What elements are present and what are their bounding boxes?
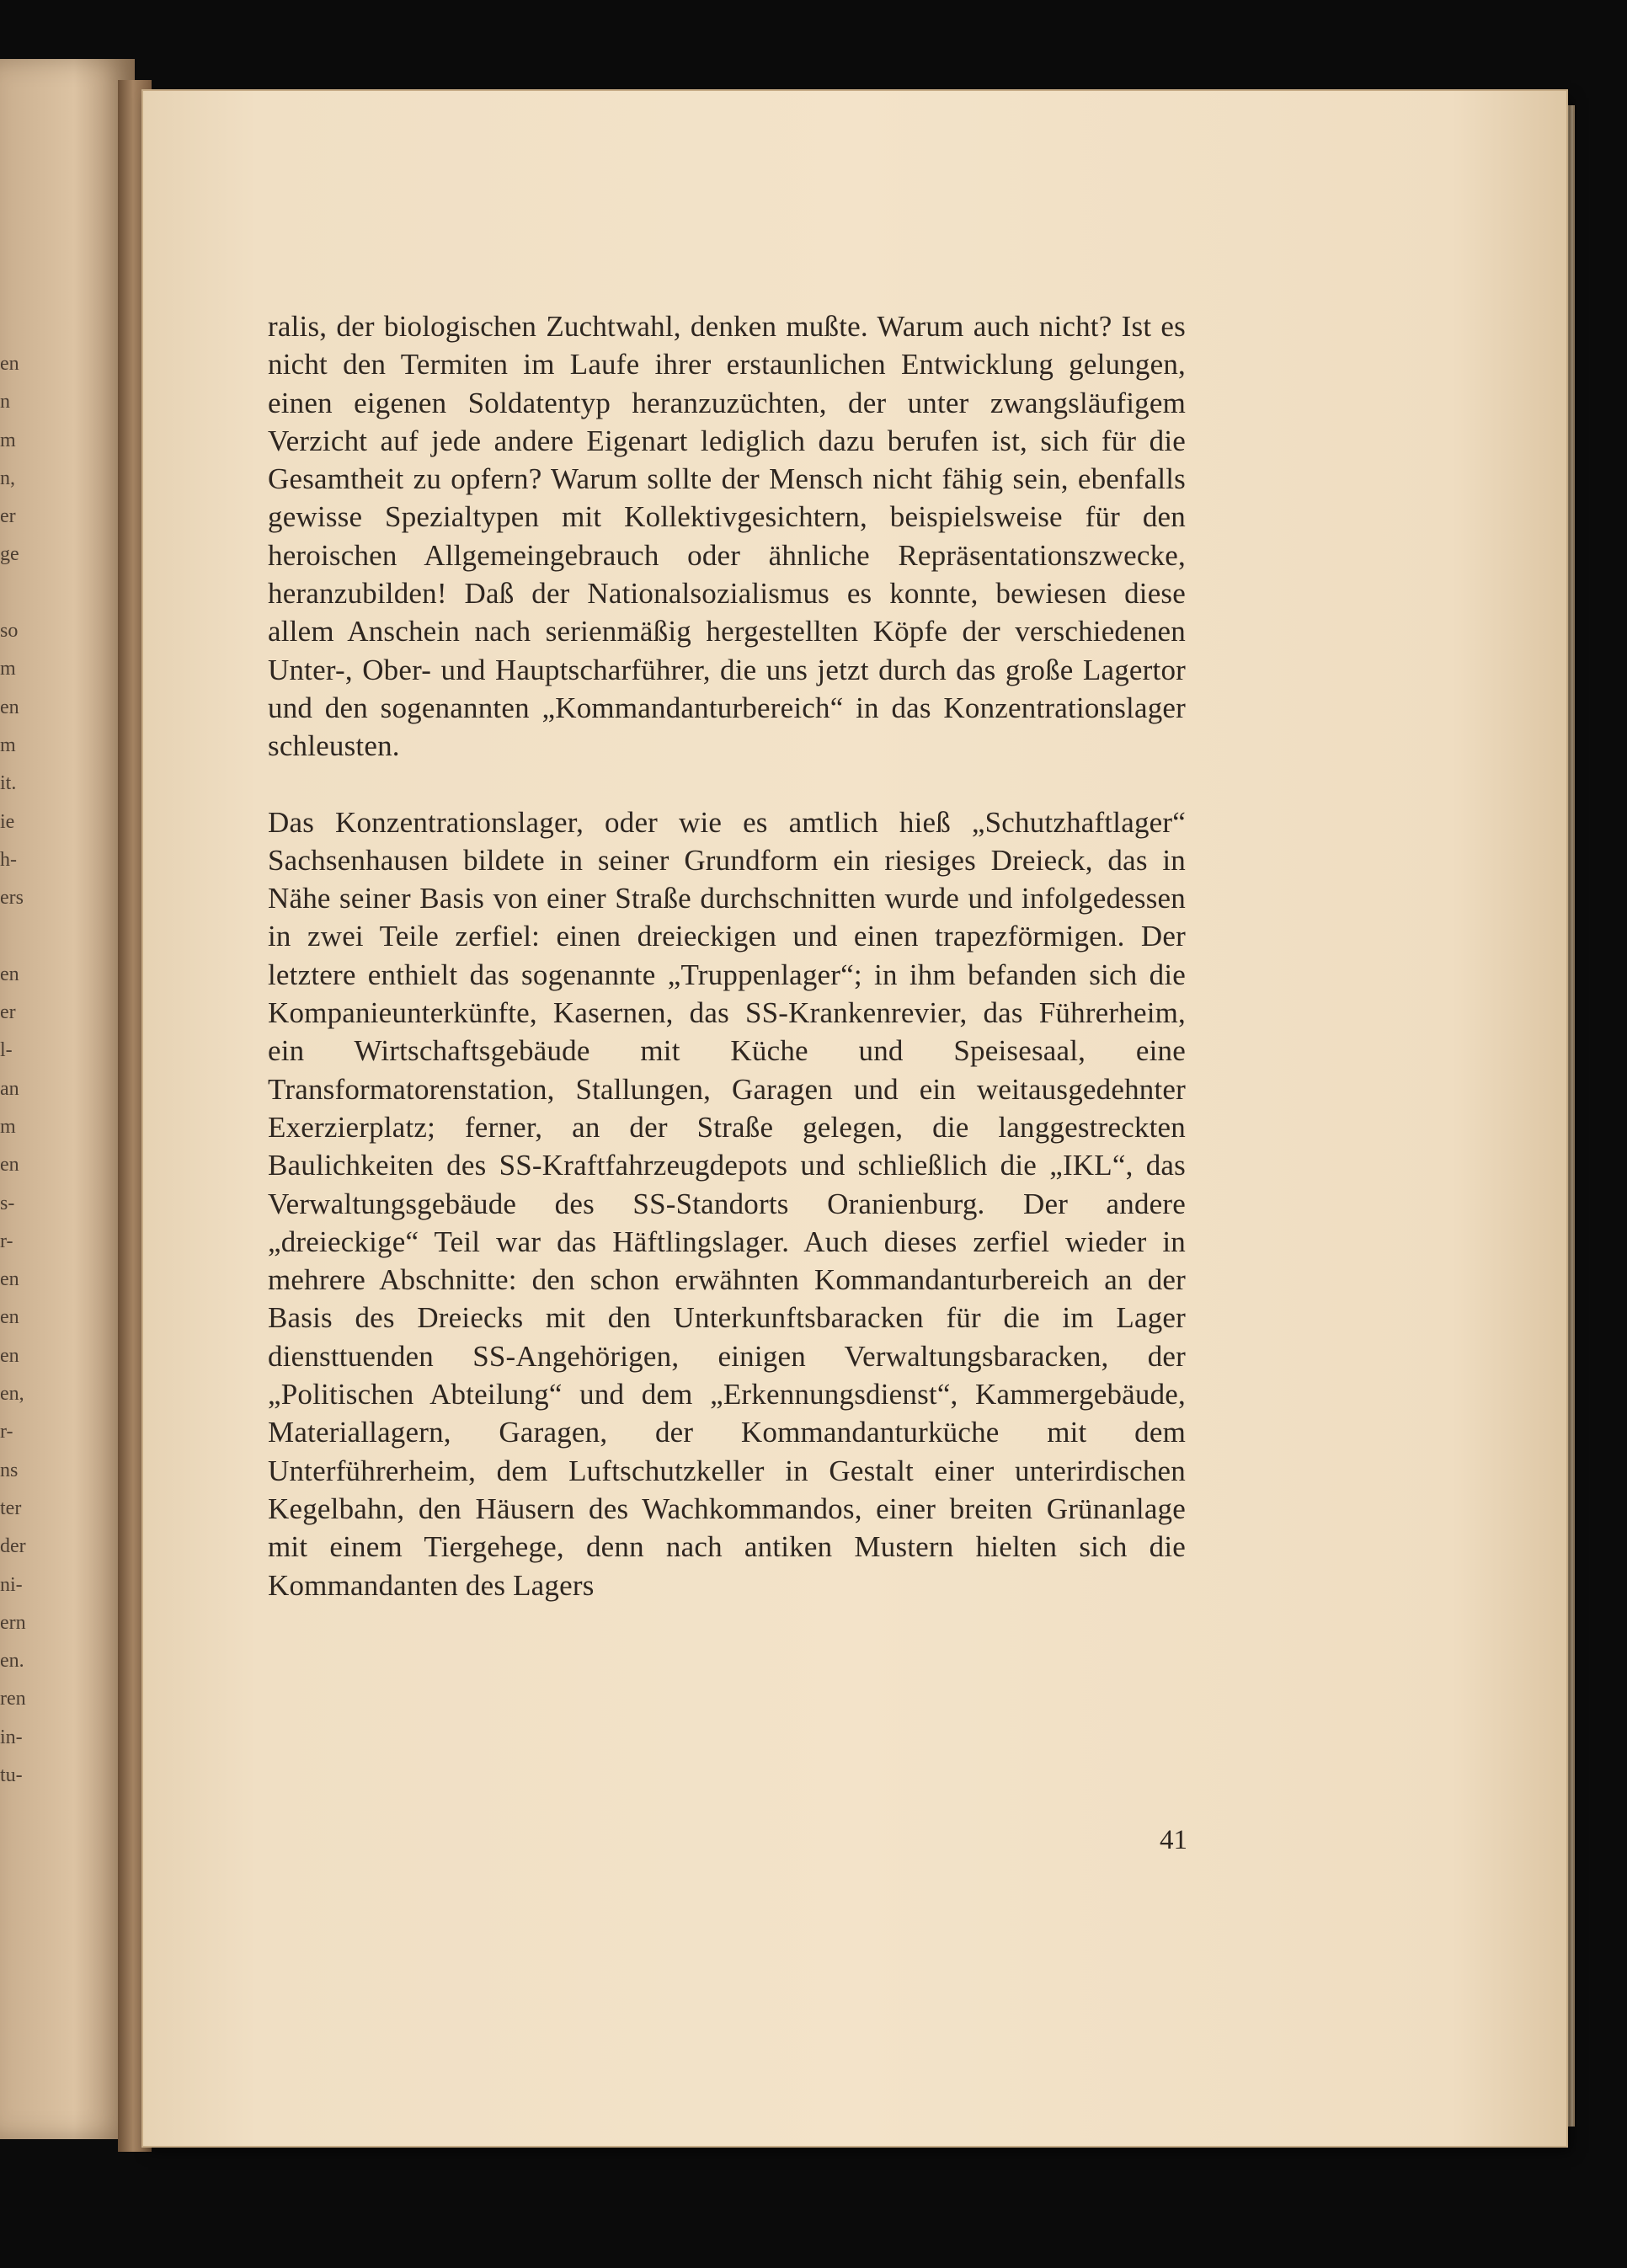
body-text: [268, 307, 1186, 1604]
paragraph-1: ralis, der biologischen Zuchtwahl, denken mußte. Warum auch nicht? Ist es nicht den Termiten im Laufe ihrer erstaunlichen Entwicklung gelungen, einen eigenen Soldatentyp heranzuzüchten, der unter zwangsläufigem Verzicht auf jede andere Eigenart lediglich dazu berufen ist, sich für die Gesamtheit zu opfern? Warum sollte der Mensch nicht fähig sein, ebenfalls gewisse Spezialtypen mit Kollektivgesichtern, beispielsweise für den heroischen Allgemeingebrauch oder ähnliche Repräsentationszwecke, heranzubilden! Daß der Nationalsozialismus es konnte, bewiesen diese allem Anschein nach serienmäßig hergestellten Köpfe der verschiedenen Unter-, Ober- und Hauptscharführer, die uns jetzt durch das große Lagertor und den sogenannten „Kommandanturbereich“ in das Konzentrationslager schleusten.: [268, 310, 1186, 763]
left-page-text-fragments: en n m n, er ge so m en m it. ie h- ers en er l- an m en s- r- en en en en, r- ns ter der ni- ern en. ren in- tu-: [0, 353, 26, 1786]
page-number: 41: [1160, 1825, 1187, 1855]
left-page: [0, 59, 135, 2139]
paragraph-2: Das Konzentrationslager, oder wie es amtlich hieß „Schutzhaftlager“ Sachsenhausen bildete in seiner Grundform ein riesiges Dreieck, das in Nähe seiner Basis von einer Straße durchschnitten wurde und infolgedessen in zwei Teile zerfiel: einen dreieckigen und einen trapezförmigen. Der letztere enthielt das sogenannte „Truppenlager“; in ihm befanden sich die Kompanieunterkünfte, Kasernen, das SS-Krankenrevier, das Führerheim, ein Wirtschaftsgebäude mit Küche und Speisesaal, eine Transformatorenstation, Stallungen, Garagen und ein weitausgedehnter Exerzierplatz; ferner, an der Straße gelegen, die langgestreckten Baulichkeiten des SS-Kraftfahrzeugdepots und schließlich die „IKL“, das Verwaltungsgebäude des SS-Standorts Oranienburg. Der andere „dreieckige“ Teil war das Häftlingslager. Auch dieses zerfiel wieder in mehrere Abschnitte: den schon erwähnten Kommandanturbereich an der Basis des Dreiecks mit den Unterkunftsbaracken für die im Lager diensttuenden SS-Angehörigen, einigen Verwaltungsbaracken, der „Politischen Abteilung“ und dem „Erkennungsdienst“, Kammergebäude, Materiallagern, Garagen, der Kommandanturküche mit dem Unterführerheim, dem Luftschutzkeller in Gestalt einer unterirdischen Kegelbahn, den Häusern des Wachkommandos, einer breiten Grünanlage mit einem Tiergehege, denn nach antiken Mustern hielten sich die Kommandanten des Lagers: [268, 805, 1186, 1602]
